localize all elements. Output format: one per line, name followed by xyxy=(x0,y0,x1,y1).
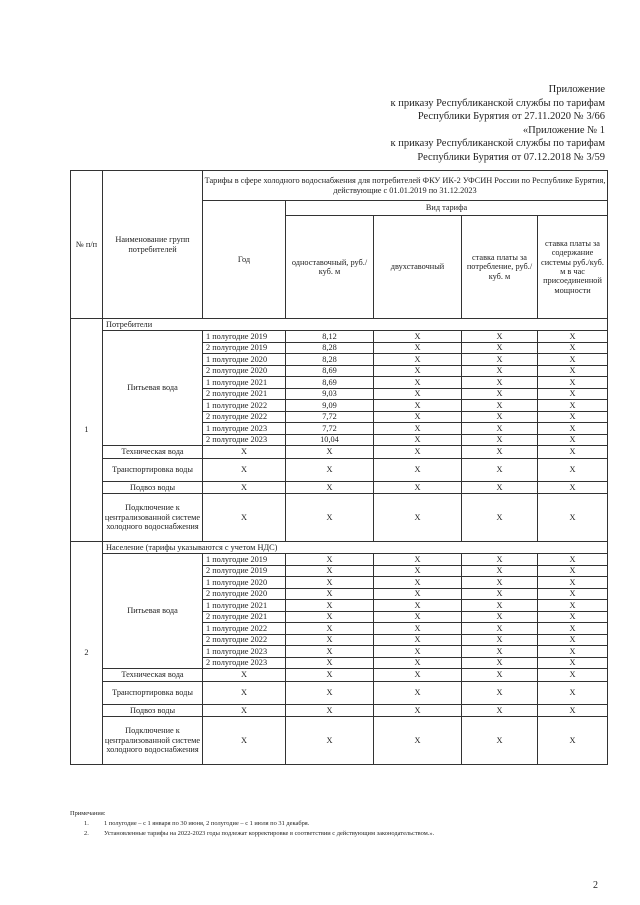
consumption-rate-cell: X xyxy=(462,600,538,612)
single-rate-cell: 8,28 xyxy=(286,342,374,354)
maintenance-rate-cell: X xyxy=(538,565,608,577)
double-rate-cell: X xyxy=(374,459,462,482)
double-rate-cell: X xyxy=(374,388,462,400)
year-cell: X xyxy=(203,717,286,765)
double-rate-cell: X xyxy=(374,354,462,366)
maintenance-rate-cell: X xyxy=(538,446,608,459)
consumption-rate-cell: X xyxy=(462,588,538,600)
maintenance-rate-cell: X xyxy=(538,342,608,354)
double-rate-cell: X xyxy=(374,411,462,423)
single-rate-cell: X xyxy=(286,554,374,566)
consumer-group-name: Техническая вода xyxy=(103,446,203,459)
single-rate-cell: X xyxy=(286,588,374,600)
double-rate-cell: X xyxy=(374,634,462,646)
consumption-rate-cell: X xyxy=(462,482,538,494)
consumption-rate-cell: X xyxy=(462,669,538,682)
single-rate-cell: X xyxy=(286,669,374,682)
maintenance-rate-cell: X xyxy=(538,377,608,389)
period-cell: 1 полугодие 2019 xyxy=(203,331,286,343)
year-cell: X xyxy=(203,482,286,494)
header-line: Республики Бурятия от 27.11.2020 № 3/66 xyxy=(417,111,605,123)
period-cell: 2 полугодие 2023 xyxy=(203,657,286,669)
table-row xyxy=(71,331,608,343)
single-rate-cell: X xyxy=(286,623,374,635)
consumer-group-name: Транспортировка воды xyxy=(103,682,203,705)
maintenance-rate-cell: X xyxy=(538,411,608,423)
double-rate-cell: X xyxy=(374,623,462,635)
period-cell: 1 полугодие 2021 xyxy=(203,377,286,389)
col-header-num: № п/п xyxy=(71,171,103,319)
single-rate-cell: X xyxy=(286,459,374,482)
tariff-table xyxy=(70,170,608,765)
table-row xyxy=(71,554,608,566)
single-rate-cell: 9,03 xyxy=(286,388,374,400)
consumption-rate-cell: X xyxy=(462,494,538,542)
consumption-rate-cell: X xyxy=(462,459,538,482)
maintenance-rate-cell: X xyxy=(538,354,608,366)
double-rate-cell: X xyxy=(374,646,462,658)
maintenance-rate-cell: X xyxy=(538,365,608,377)
table-row xyxy=(71,482,608,494)
consumption-rate-cell: X xyxy=(462,623,538,635)
period-cell: 1 полугодие 2021 xyxy=(203,600,286,612)
col-header-main-title: Тарифы в сфере холодного водоснабжения для потребителей ФКУ ИК-2 УФСИН России по Республике Бурятия, действующие с 01.01.2019 по 31.12.2023 xyxy=(203,171,608,201)
header-line: к приказу Республиканской службы по тарифам xyxy=(390,138,605,150)
maintenance-rate-cell: X xyxy=(538,705,608,717)
maintenance-rate-cell: X xyxy=(538,717,608,765)
maintenance-rate-cell: X xyxy=(538,634,608,646)
year-cell: X xyxy=(203,446,286,459)
consumption-rate-cell: X xyxy=(462,331,538,343)
notes-title: Примечания: xyxy=(70,810,106,817)
notes xyxy=(70,809,610,839)
section-title: Потребители xyxy=(103,319,608,331)
double-rate-cell: X xyxy=(374,482,462,494)
consumption-rate-cell: X xyxy=(462,705,538,717)
single-rate-cell: 8,69 xyxy=(286,377,374,389)
consumption-rate-cell: X xyxy=(462,682,538,705)
year-cell: X xyxy=(203,494,286,542)
single-rate-cell: X xyxy=(286,611,374,623)
single-rate-cell: X xyxy=(286,600,374,612)
table-row xyxy=(71,717,608,765)
maintenance-rate-cell: X xyxy=(538,434,608,446)
period-cell: 2 полугодие 2021 xyxy=(203,611,286,623)
consumption-rate-cell: X xyxy=(462,554,538,566)
period-cell: 1 полугодие 2020 xyxy=(203,354,286,366)
consumer-group-name: Подключение к централизованной системе холодного водоснабжения xyxy=(103,494,203,542)
consumption-rate-cell: X xyxy=(462,717,538,765)
single-rate-cell: X xyxy=(286,482,374,494)
double-rate-cell: X xyxy=(374,554,462,566)
single-rate-cell: 10,04 xyxy=(286,434,374,446)
maintenance-rate-cell: X xyxy=(538,459,608,482)
double-rate-cell: X xyxy=(374,669,462,682)
consumption-rate-cell: X xyxy=(462,377,538,389)
double-rate-cell: X xyxy=(374,600,462,612)
single-rate-cell: X xyxy=(286,634,374,646)
col-header-double-rate: двухставочный xyxy=(374,216,462,319)
maintenance-rate-cell: X xyxy=(538,657,608,669)
consumer-group-name: Подвоз воды xyxy=(103,705,203,717)
consumption-rate-cell: X xyxy=(462,634,538,646)
table-row xyxy=(71,446,608,459)
section-title: Население (тарифы указываются с учетом НДС) xyxy=(103,542,608,554)
section-title-row xyxy=(71,319,608,331)
header-line: Приложение xyxy=(548,84,605,95)
single-rate-cell: X xyxy=(286,705,374,717)
period-cell: 1 полугодие 2023 xyxy=(203,646,286,658)
period-cell: 2 полугодие 2019 xyxy=(203,342,286,354)
consumption-rate-cell: X xyxy=(462,611,538,623)
consumption-rate-cell: X xyxy=(462,577,538,589)
maintenance-rate-cell: X xyxy=(538,646,608,658)
drinking-water-label: Питьевая вода xyxy=(103,331,203,446)
maintenance-rate-cell: X xyxy=(538,600,608,612)
table-row xyxy=(71,705,608,717)
double-rate-cell: X xyxy=(374,682,462,705)
consumption-rate-cell: X xyxy=(462,565,538,577)
col-header-group: Наименование групп потребителей xyxy=(103,171,203,319)
section-title-row xyxy=(71,542,608,554)
col-header-single-rate: одноставочный, руб./ куб. м xyxy=(286,216,374,319)
year-cell: X xyxy=(203,459,286,482)
col-header-maintenance-rate: ставка платы за содержание системы руб./куб. м в час присоединенной мощности xyxy=(538,216,608,319)
single-rate-cell: 7,72 xyxy=(286,423,374,435)
consumer-group-name: Подключение к централизованной системе холодного водоснабжения xyxy=(103,717,203,765)
period-cell: 1 полугодие 2022 xyxy=(203,400,286,412)
note-item xyxy=(70,829,610,839)
period-cell: 2 полугодие 2021 xyxy=(203,388,286,400)
period-cell: 2 полугодие 2019 xyxy=(203,565,286,577)
single-rate-cell: X xyxy=(286,682,374,705)
section-number: 2 xyxy=(71,542,103,765)
double-rate-cell: X xyxy=(374,611,462,623)
maintenance-rate-cell: X xyxy=(538,331,608,343)
maintenance-rate-cell: X xyxy=(538,482,608,494)
note-text: 1 полугодие – с 1 января по 30 июня, 2 полугодие – с 1 июля по 31 декабря. xyxy=(104,820,310,827)
single-rate-cell: X xyxy=(286,494,374,542)
single-rate-cell: 8,28 xyxy=(286,354,374,366)
double-rate-cell: X xyxy=(374,657,462,669)
period-cell: 1 полугодие 2022 xyxy=(203,623,286,635)
consumption-rate-cell: X xyxy=(462,365,538,377)
double-rate-cell: X xyxy=(374,331,462,343)
period-cell: 1 полугодие 2020 xyxy=(203,577,286,589)
drinking-water-label: Питьевая вода xyxy=(103,554,203,669)
table-row xyxy=(71,669,608,682)
consumption-rate-cell: X xyxy=(462,411,538,423)
year-cell: X xyxy=(203,682,286,705)
header-line: «Приложение № 1 xyxy=(522,124,605,136)
period-cell: 1 полугодие 2023 xyxy=(203,423,286,435)
header-line: Республики Бурятия от 07.12.2018 № 3/59 xyxy=(417,151,605,163)
single-rate-cell: X xyxy=(286,446,374,459)
period-cell: 2 полугодие 2020 xyxy=(203,365,286,377)
consumption-rate-cell: X xyxy=(462,423,538,435)
col-header-tariff-type: Вид тарифа xyxy=(286,201,608,216)
period-cell: 1 полугодие 2019 xyxy=(203,554,286,566)
single-rate-cell: 7,72 xyxy=(286,411,374,423)
maintenance-rate-cell: X xyxy=(538,588,608,600)
double-rate-cell: X xyxy=(374,705,462,717)
single-rate-cell: X xyxy=(286,657,374,669)
note-number: 1. xyxy=(84,820,89,827)
maintenance-rate-cell: X xyxy=(538,554,608,566)
note-number: 2. xyxy=(84,830,89,837)
consumer-group-name: Техническая вода xyxy=(103,669,203,682)
maintenance-rate-cell: X xyxy=(538,494,608,542)
consumption-rate-cell: X xyxy=(462,446,538,459)
single-rate-cell: 9,09 xyxy=(286,400,374,412)
double-rate-cell: X xyxy=(374,717,462,765)
consumer-group-name: Транспортировка воды xyxy=(103,459,203,482)
consumption-rate-cell: X xyxy=(462,342,538,354)
maintenance-rate-cell: X xyxy=(538,577,608,589)
maintenance-rate-cell: X xyxy=(538,423,608,435)
single-rate-cell: 8,69 xyxy=(286,365,374,377)
note-item xyxy=(70,819,610,829)
maintenance-rate-cell: X xyxy=(538,611,608,623)
consumption-rate-cell: X xyxy=(462,388,538,400)
year-cell: X xyxy=(203,705,286,717)
maintenance-rate-cell: X xyxy=(538,388,608,400)
single-rate-cell: X xyxy=(286,565,374,577)
double-rate-cell: X xyxy=(374,400,462,412)
page-number: 2 xyxy=(593,880,598,891)
double-rate-cell: X xyxy=(374,365,462,377)
consumption-rate-cell: X xyxy=(462,646,538,658)
section-number: 1 xyxy=(71,319,103,542)
double-rate-cell: X xyxy=(374,377,462,389)
col-header-consumption-rate: ставка платы за потребление, руб./ куб. м xyxy=(462,216,538,319)
header-line: к приказу Республиканской службы по тарифам xyxy=(390,97,605,109)
note-text: Установленные тарифы на 2022-2023 годы подлежат корректировке в соответствии с действующим законодательством.». xyxy=(104,830,435,837)
maintenance-rate-cell: X xyxy=(538,400,608,412)
maintenance-rate-cell: X xyxy=(538,682,608,705)
period-cell: 2 полугодие 2022 xyxy=(203,411,286,423)
single-rate-cell: X xyxy=(286,646,374,658)
double-rate-cell: X xyxy=(374,342,462,354)
double-rate-cell: X xyxy=(374,565,462,577)
table-row xyxy=(71,459,608,482)
single-rate-cell: X xyxy=(286,717,374,765)
table-row xyxy=(71,494,608,542)
maintenance-rate-cell: X xyxy=(538,669,608,682)
double-rate-cell: X xyxy=(374,446,462,459)
period-cell: 2 полугодие 2023 xyxy=(203,434,286,446)
double-rate-cell: X xyxy=(374,588,462,600)
single-rate-cell: X xyxy=(286,577,374,589)
single-rate-cell: 8,12 xyxy=(286,331,374,343)
period-cell: 2 полугодие 2020 xyxy=(203,588,286,600)
consumption-rate-cell: X xyxy=(462,354,538,366)
double-rate-cell: X xyxy=(374,494,462,542)
consumer-group-name: Подвоз воды xyxy=(103,482,203,494)
col-header-year: Год xyxy=(203,201,286,319)
double-rate-cell: X xyxy=(374,423,462,435)
table-row xyxy=(71,682,608,705)
double-rate-cell: X xyxy=(374,434,462,446)
period-cell: 2 полугодие 2022 xyxy=(203,634,286,646)
double-rate-cell: X xyxy=(374,577,462,589)
year-cell: X xyxy=(203,669,286,682)
consumption-rate-cell: X xyxy=(462,657,538,669)
document-header xyxy=(285,83,605,165)
maintenance-rate-cell: X xyxy=(538,623,608,635)
consumption-rate-cell: X xyxy=(462,434,538,446)
consumption-rate-cell: X xyxy=(462,400,538,412)
